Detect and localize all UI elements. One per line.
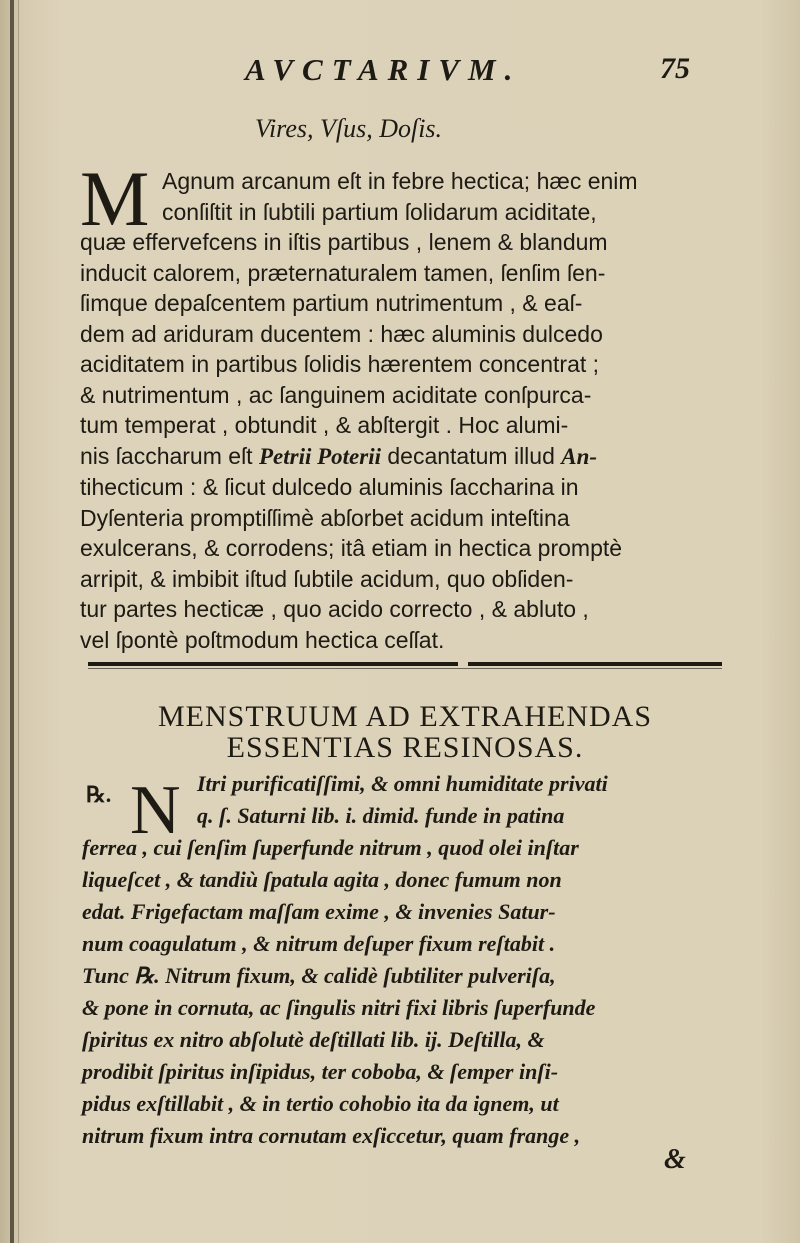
- text-line: Dyſenteria promptiſſimè abſorbet acidum inteſtina: [80, 504, 570, 531]
- paragraph-vires: [80, 155, 730, 655]
- binding-gutter-edge: [18, 0, 19, 1243]
- text-line: Tunc ℞. Nitrum fixum, & calidè ſubtiliter pulveriſa,: [82, 963, 556, 988]
- author-name: Petrii Poterii: [258, 443, 381, 469]
- text-line: Itri purificatiſſimi, & omni humiditate privati: [197, 771, 608, 796]
- text-line: nitrum fixum intra cornutam exſiccetur, quam frange ,: [82, 1123, 581, 1148]
- running-head: AVCTARIVM.: [245, 52, 522, 87]
- section-subheading: Vires, Vſus, Doſis.: [255, 114, 443, 143]
- recipe-sign: ℞.: [86, 782, 112, 807]
- page-number: 75: [660, 52, 690, 85]
- text-line: & nutrimentum , ac ſanguinem aciditate conſpurca-: [80, 381, 592, 408]
- text-run: nis ſaccharum eſt: [80, 442, 259, 469]
- italic-word: An-: [561, 443, 598, 469]
- text-run: decantatum illud: [380, 442, 562, 469]
- text-line-mixed: [80, 441, 730, 473]
- paragraph-recipe: [82, 768, 732, 1152]
- text-line: tum temperat , obtundit , & abſtergit . Hoc alumi-: [80, 412, 569, 438]
- drop-cap: M: [80, 155, 150, 242]
- section-rule-right: [468, 662, 722, 666]
- text-line: edat. Frigefactam maſſam exime , & invenies Satur-: [82, 899, 556, 924]
- catchword: &: [664, 1144, 686, 1175]
- text-line: liqueſcet , & tandiù ſpatula agita , donec fumum non: [82, 867, 562, 892]
- text-line: aciditatem in partibus ſolidis hærentem concentrat ;: [80, 351, 600, 377]
- text-line: Agnum arcanum eſt in febre hectica; hæc enim: [162, 168, 638, 194]
- text-line: inducit calorem, præternaturalem tamen, ſenſim ſen-: [80, 259, 606, 286]
- text-line: dem ad ariduram ducentem : hæc aluminis dulcedo: [80, 320, 603, 347]
- text-line: quæ effervefcens in iſtis partibus , lenem & blandum: [80, 229, 608, 255]
- section-rule-left: [88, 662, 458, 666]
- section-title-line2: ESSENTIAS RESINOSAS.: [226, 731, 584, 764]
- text-line: tur partes hecticæ , quo acido correcto , & abluto ,: [80, 596, 589, 622]
- text-line: arripit, & imbibit iſtud ſubtile acidum, quo obſiden-: [80, 565, 574, 592]
- text-line: vel ſpontè poſtmodum hectica ceſſat.: [80, 626, 445, 653]
- text-line: pidus exſtillabit , & in tertio cohobio ita da ignem, ut: [82, 1091, 559, 1116]
- text-line: q. ſ. Saturni lib. i. dimid. funde in patina: [197, 803, 565, 828]
- text-line: prodibit ſpiritus inſipidus, ter coboba, & ſemper inſi-: [82, 1059, 559, 1084]
- section-rule-thin: [88, 668, 722, 669]
- text-line: ferrea , cui ſenſim ſuperfunde nitrum , quod olei inſtar: [82, 835, 579, 860]
- text-line: num coagulatum , & nitrum deſuper fixum reſtabit .: [82, 931, 556, 956]
- text-line: ſpiritus ex nitro abſolutè deſtillati lib. ij. Deſtilla, &: [82, 1027, 545, 1052]
- text-line: ſimque depaſcentem partium nutrimentum , & eaſ-: [80, 290, 583, 316]
- text-line: exulcerans, & corrodens; itâ etiam in hectica promptè: [80, 535, 623, 561]
- text-line: & pone in cornuta, ac ſingulis nitri fixi libris ſuperfunde: [82, 995, 596, 1020]
- section-title-line1: MENSTRUUM AD EXTRAHENDAS: [157, 700, 653, 733]
- text-line: tihecticum : & ſicut dulcedo aluminis ſaccharina in: [80, 474, 579, 500]
- text-line: conſiſtit in ſubtili partium ſolidarum aciditate,: [162, 198, 597, 225]
- binding-gutter: [10, 0, 14, 1243]
- drop-cap: N: [130, 772, 181, 849]
